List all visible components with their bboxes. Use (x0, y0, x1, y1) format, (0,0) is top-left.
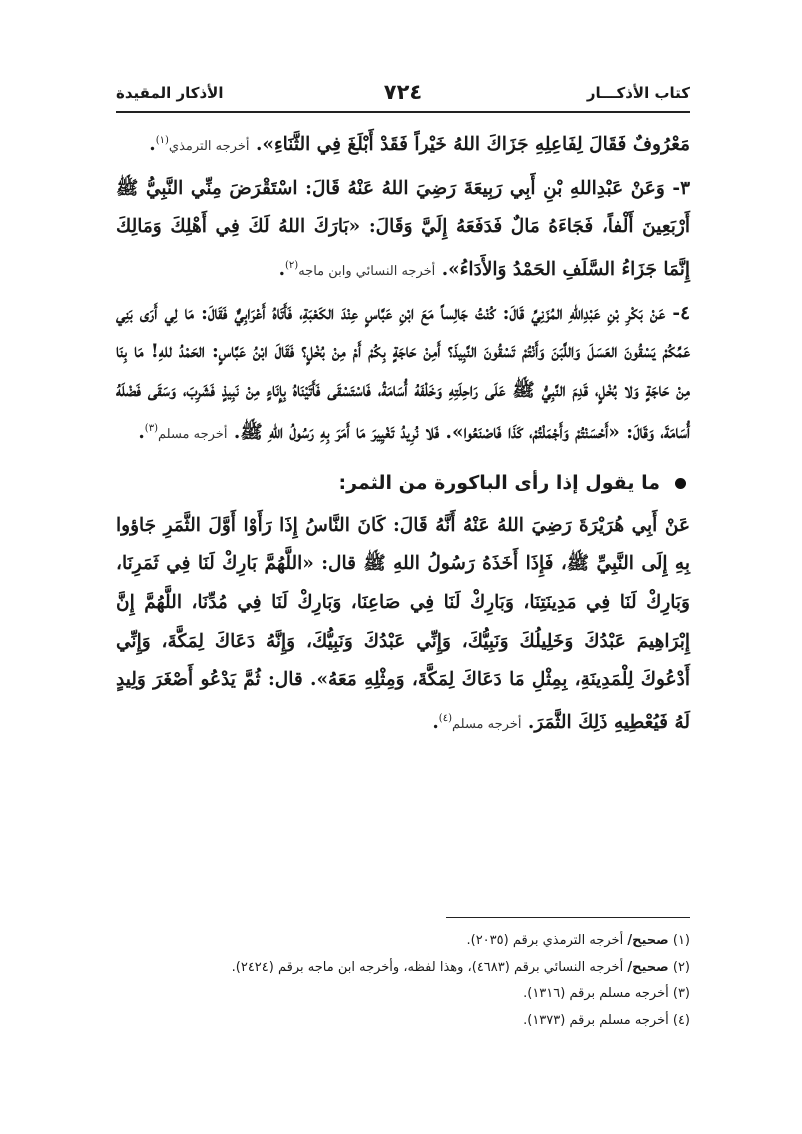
footnote (116, 955, 690, 982)
paragraph-end: . (432, 711, 439, 733)
footnote (116, 928, 690, 955)
hadith-first-fruit (116, 507, 690, 745)
hadith-source: أخرجه مسلم (157, 427, 228, 443)
section-title: الأذكار المقيدة (116, 84, 224, 102)
hadith-3 (116, 170, 690, 292)
footnote-number: (١) (672, 933, 690, 948)
header-rule (116, 111, 690, 113)
hadith-source: أخرجه الترمذي (168, 139, 250, 155)
footnote-ref: (٤) (438, 712, 452, 724)
paragraph-end: . (278, 259, 286, 281)
section-heading (116, 464, 690, 503)
footnote-text: أخرجه النسائي برقم (٤٦٨٣)، وهذا لفظه، وأخرجه ابن ماجه برقم (٢٤٢٤). (231, 959, 624, 975)
footnote-grade: صحيح/ (627, 933, 669, 948)
hadith-number: ٤- (672, 302, 690, 324)
book-title: كتاب الأذكـــار (586, 84, 690, 102)
hadith-number: ٣- (672, 177, 690, 199)
paragraph-text: عَنْ أَبِي هُرَيْرَةَ رَضِيَ اللهُ عَنْهُ أَنَّهُ قَالَ: كَانَ النَّاسُ إِذَا رَأَوْا أَوَّلَ الثَّمَرِ جَاؤوا بِهِ إِلَى النَّبِيِّ ﷺ، فَإِذَا أَخَذَهُ رَسُولُ اللهِ ﷺ قال: «اللَّهُمَّ بَارِكْ لَنَا فِي ثَمَرِنَا، وَبَارِكْ لَنَا فِي مَدِينَتِنَا، وَبَارِكْ لَنَا فِي صَاعِنَا، وَبَارِكْ لَنَا فِي مُدِّنَا، اللَّهُمَّ إِنَّ إِبْرَاهِيمَ عَبْدُكَ وَخَلِيلُكَ وَنَبِيُّكَ، وَإِنِّي عَبْدُكَ وَنَبِيُّكَ، وَإِنَّهُ دَعَاكَ لِمَكَّةَ، وَإِنِّي أَدْعُوكَ لِلْمَدِينَةِ، بِمِثْلِ مَا دَعَاكَ لِمَكَّةَ، وَمِثْلِهِ مَعَهُ». قال: ثُمَّ يَدْعُو أَصْغَرَ وَلِيدٍ لَهُ فَيُعْطِيهِ ذَلِكَ الثَّمَرَ. (116, 514, 690, 733)
footnote-rule (446, 917, 690, 918)
paragraph-text: وَعَنْ عَبْدِاللهِ بْنِ أَبِي رَبِيعَةَ رَضِيَ اللهُ عَنْهُ قَالَ: اسْتَقْرَضَ مِنِّي النَّبِيُّ ﷺ أَرْبَعِينَ أَلْفاً، فَجَاءَهُ مَالٌ فَدَفَعَهُ إِلَيَّ وَقَالَ: «بَارَكَ اللهُ لَكَ فِي أَهْلِكَ وَمَالِكَ إِنَّمَا جَزَاءُ السَّلَفِ الحَمْدُ وَالأَدَاءُ». (116, 177, 690, 281)
footnote (116, 981, 690, 1008)
footnote-ref: (٣) (144, 423, 158, 435)
hadith-source: أخرجه النسائي وابن ماجه (298, 264, 436, 280)
footnote-grade: صحيح/ (627, 959, 669, 975)
paragraph-text: عَنْ بَكْرِ بْنِ عَبْدِاللهِ المُزَنِيِّ قَالَ: كُنْتُ جَالِساً مَعَ ابْنِ عَبَّاسٍ عِنْدَ الكَعْبَةِ، فَأَتَاهُ أَعْرَابِيٌّ فَقَالَ: مَا لِي أَرَى بَنِي عَمِّكُمْ يَسْقُونَ العَسَلَ وَاللَّبَنَ وَأَنْتُمْ تَسْقُونَ النَّبِيذَ؟ أَمِنْ حَاجَةٍ بِكُمْ أَمْ مِنْ بُخْلٍ؟ فَقَالَ ابْنُ عَبَّاسٍ: الحَمْدُ للهِ! مَا بِنَا مِنْ حَاجَةٍ وَلا بُخْلٍ، قَدِمَ النَّبِيُّ ﷺ عَلَى رَاحِلَتِهِ وَخَلْفَهُ أُسَامَةُ، فَاسْتَسْقَى فَأَتَيْنَاهُ بِإِنَاءٍ مِنْ نَبِيذٍ فَشَرِبَ، وَسَقَى فَضْلَهُ أُسَامَةَ، وَقَالَ: «أَحْسَنْتُمْ وَأَجْمَلْتُمْ، كَذَا فَاصْنَعُوا». فَلا نُرِيدُ تَغْيِيرَ مَا أَمَرَ بِهِ رَسُولُ اللهِ ﷺ. (116, 302, 690, 444)
footnote-text: أخرجه الترمذي برقم (٢٠٣٥). (466, 933, 624, 948)
footnote-number: (٤) (672, 1012, 690, 1028)
footnotes (116, 928, 690, 1034)
running-header (116, 80, 690, 110)
main-text (116, 122, 690, 745)
footnote-text: أخرجه مسلم برقم (١٣٧٣). (523, 1012, 669, 1028)
footnote (116, 1008, 690, 1035)
paragraph-end: . (138, 422, 145, 444)
footnote-number: (٣) (672, 986, 690, 1001)
footnote-ref: (٢) (285, 259, 299, 271)
section-heading-text: ما يقول إذا رأى الباكورة من الثمر: (338, 472, 660, 495)
footnote-text: أخرجه مسلم برقم (١٣١٦). (523, 986, 669, 1001)
bullet-icon (675, 478, 686, 489)
paragraph-continuation (116, 122, 690, 167)
footnote-ref: (١) (155, 135, 169, 146)
hadith-source: أخرجه مسلم (451, 716, 522, 732)
hadith-4 (116, 295, 690, 456)
page-number: ٧٢٤ (383, 80, 423, 104)
paragraph-end: . (149, 134, 156, 156)
paragraph-text: مَعْرُوفٌ فَقَالَ لِفَاعِلِهِ جَزَاكَ اللهُ خَيْراً فَقَدْ أَبْلَغَ فِي الثَّنَاءِ». (255, 134, 690, 156)
footnote-number: (٢) (672, 959, 690, 975)
